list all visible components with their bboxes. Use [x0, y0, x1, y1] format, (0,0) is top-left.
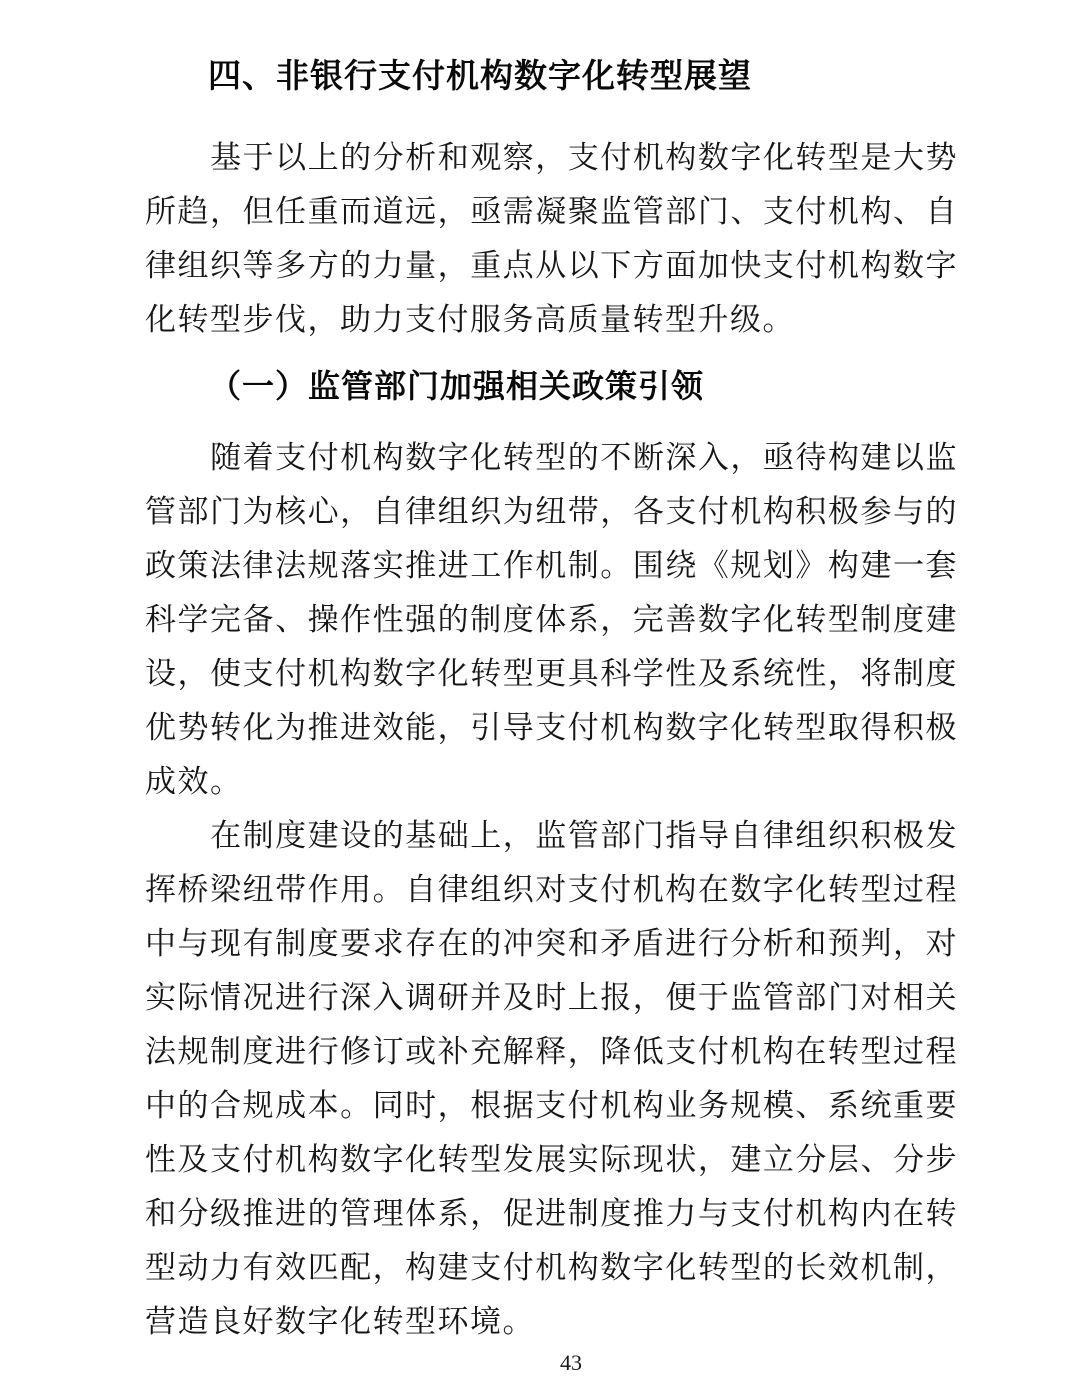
page-number: 43	[560, 1350, 582, 1375]
paragraph: 基于以上的分析和观察，支付机构数字化转型是大势所趋，但任重而道远，亟需凝聚监管部门、支付机构、自律组织等多方的力量，重点从以下方面加快支付机构数字化转型步伐，助力支付服务高质量转型升级。	[145, 140, 958, 337]
document-title: 四、非银行支付机构数字化转型展望	[208, 57, 752, 94]
paragraph: 在制度建设的基础上，监管部门指导自律组织积极发挥桥梁纽带作用。自律组织对支付机构在数字化转型过程中与现有制度要求存在的冲突和矛盾进行分析和预判，对实际情况进行深入调研并及时上报，便于监管部门对相关法规制度进行修订或补充解释，降低支付机构在转型过程中的合规成本。同时，根据支付机构业务规模、系统重要性及支付机构数字化转型发展实际现状，建立分层、分步和分级推进的管理体系，促进制度推力与支付机构内在转型动力有效匹配，构建支付机构数字化转型的长效机制，营造良好数字化转型环境。	[145, 818, 958, 1339]
paragraph: 随着支付机构数字化转型的不断深入，亟待构建以监管部门为核心，自律组织为纽带，各支付机构积极参与的政策法律法规落实推进工作机制。围绕《规划》构建一套科学完备、操作性强的制度体系，完善数字化转型制度建设，使支付机构数字化转型更具科学性及系统性，将制度优势转化为推进效能，引导支付机构数字化转型取得积极成效。	[145, 440, 958, 799]
section-heading: （一）监管部门加强相关政策引领	[209, 368, 705, 404]
